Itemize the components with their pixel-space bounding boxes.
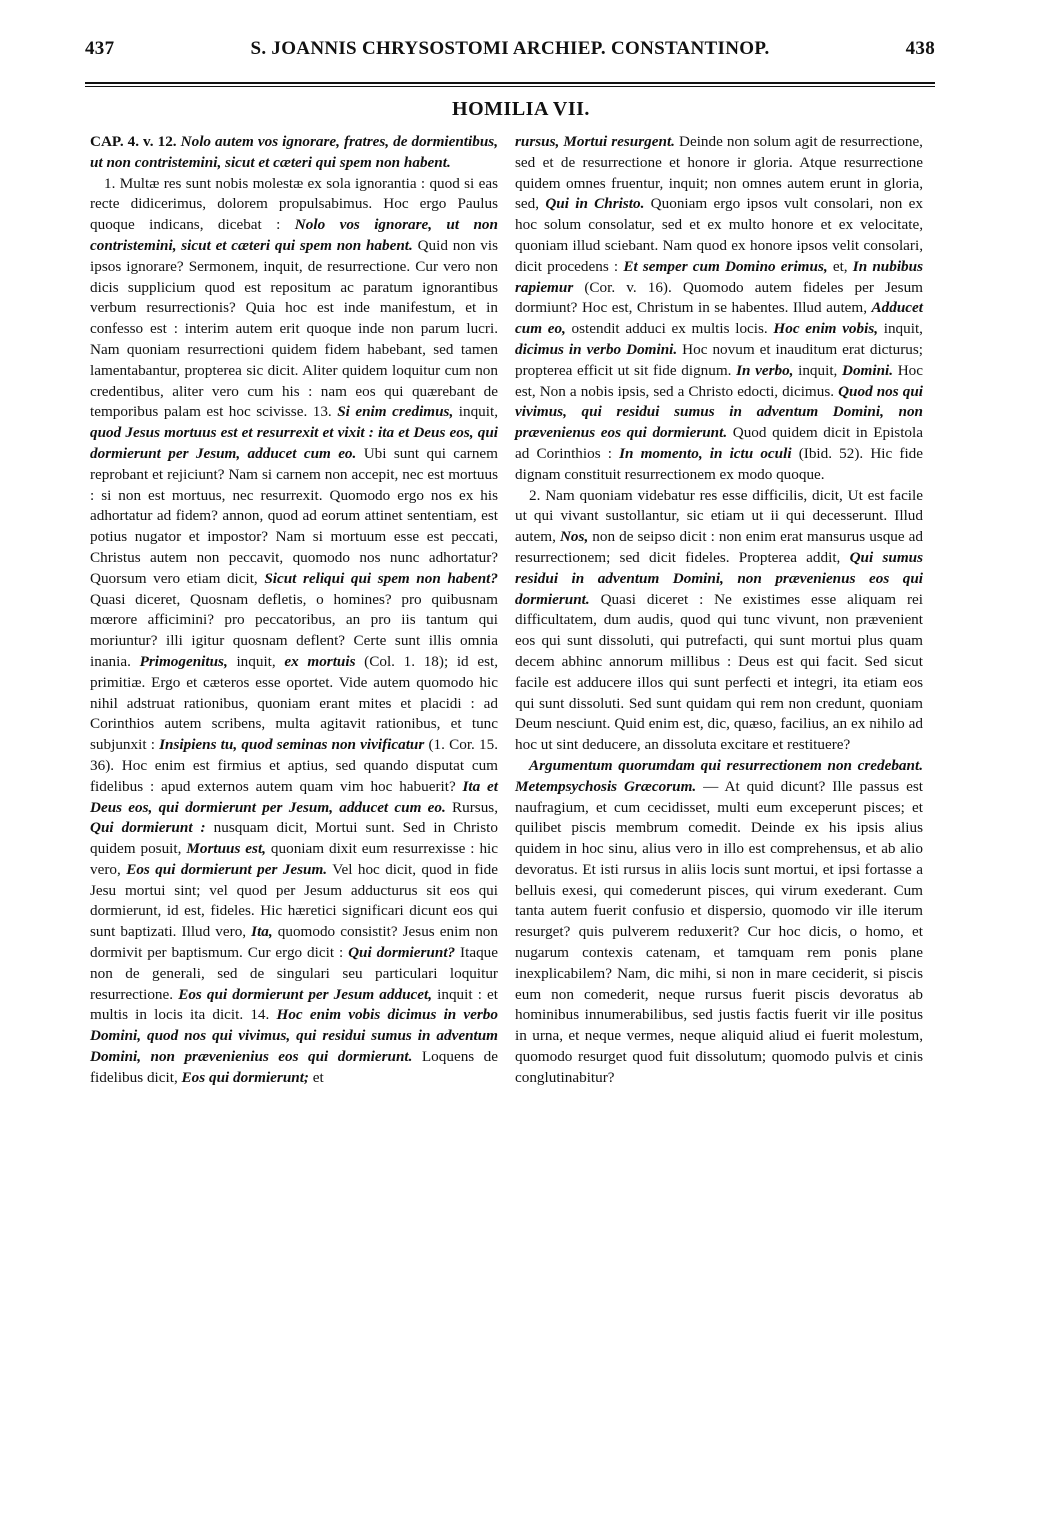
text-run: quomodo consistit? Jesus enim non dormivit per baptismum. Cur ergo dicit : bbox=[90, 923, 498, 962]
quote-run: Et semper cum Domino erimus, bbox=[623, 257, 828, 275]
quote-run: Mortuus est, bbox=[186, 840, 266, 858]
quote-run: In momento, in ictu oculi bbox=[619, 444, 792, 462]
paragraph-1 bbox=[90, 174, 498, 1089]
quote-run: Eos qui dormierunt per Jesum adducet, bbox=[178, 985, 433, 1003]
homily-title: HOMILIA VII. bbox=[452, 98, 590, 120]
argument-paragraph bbox=[515, 756, 923, 1089]
text-run: (1. Cor. 15. 36). Hoc enim est firmius et aptius, sed quando disputat cum fidelibus : apud externos autem quam vim hoc habuerit? bbox=[90, 736, 498, 795]
text-run: — At quid dicunt? Ille passus est naufragium, et cum cecidisset, multi eum exceperunt pisces; et quilibet piscis membrum comedit. Deinde ex his ipsis alius quidem in hoc sinu, alius vero in illo est comprehensus, et ab alio devoratus. Et isti rursus in aliis locis sunt mortui, et ipsi fortasse a belluis exesi, qui comederunt pisces, qui virum exederant. Cum tanta autem fuerit confusio et dispersio, quomodo vir ille iterum resurget? quis pulverem reduxerit? Cur hoc dicis, o homo, et nugarum contexis catenam, et tamquam rem ponis plane inexplicabilem? Nam, dic mihi, si non in mare ceciderit, si piscis eum non comederit, neque rursus fuerit piscis devoratus ab hominibus innumerabilibus, sed justis factis fuerit vir ille positus in urna, et neque vermes, neque aliquid aliud ei fuerit molestum, quomodo resurget quod fuit dissolutum; quomodo pulvis et cinis conglutinabitur? bbox=[515, 777, 923, 1086]
running-title: S. JOANNIS CHRYSOSTOMI ARCHIEP. CONSTANTINOP. bbox=[250, 38, 770, 59]
text-run: nusquam dicit, Mortui sunt. Sed in Christo quidem posuit, bbox=[90, 819, 498, 858]
text-run: Hoc novum et inauditum erat dicturus; propterea efficit ut sit fide dignum. bbox=[515, 340, 923, 379]
text-run: 2. Nam quoniam videbatur res esse difficilis, dicit, Ut est facile ut qui vivant sustollantur, sic etiam ut ii qui decesserunt. Illud autem, bbox=[515, 486, 923, 546]
text-run: Itaque non de generali, sed de singulari seu particulari loquitur resurrectione. bbox=[90, 944, 498, 1003]
quote-run: ex mortuis bbox=[284, 652, 356, 670]
quote-run: Quod nos qui vivimus, qui residui sumus in adventum Domini, non prævenienus eos qui dormierunt. bbox=[515, 382, 923, 442]
text-run: et bbox=[309, 1068, 324, 1086]
text-run: et, bbox=[827, 257, 853, 275]
quote-run: In verbo, bbox=[736, 361, 794, 379]
quote-run: Qui dormierunt : bbox=[90, 819, 206, 837]
quote-run: Eos qui dormierunt per Jesum. bbox=[126, 860, 328, 878]
right-column bbox=[515, 132, 923, 1089]
quote-run: Nos, bbox=[559, 528, 589, 546]
section-heading: Argumentum quorumdam qui resurrectionem non credebant. Metempsychosis Græcorum. bbox=[515, 756, 923, 795]
text-run: 1. Multæ res sunt nobis molestæ ex sola ignorantia : quod si eas recte didicerimus, dolorem propulsabimus. Hoc ergo Paulus quoque indicans, dicebat : bbox=[90, 174, 498, 234]
running-head bbox=[85, 38, 935, 68]
quote-run: In nubibus rapiemur bbox=[515, 257, 924, 296]
quote-run: Primogenitus, bbox=[139, 652, 228, 670]
text-run: Deinde non solum agit de resurrectione, sed et de resurrectione et honore ir gloria. Atque resurrectione quidem omnes fruentur, inquit; non omnes autem erunt in gloria, sed, bbox=[515, 133, 923, 213]
text-run: Ubi sunt qui carnem reprobant et rejiciunt? Nam si carnem non accepit, nec est mortuus : si non est mortuus, nec resurrexit. Quomodo ergo nos ex his adhortatur ad fidem? annon, quod ad eorum attinet sententiam, est potius nugator et impostor? Nam si mortuum esse est peccati, Christus autem non peccavit, quomodo nos nunc adhortatur? Quorsum vero etiam dicit, bbox=[90, 444, 498, 587]
chapter-verse-ref: CAP. 4. v. 12. bbox=[90, 133, 177, 150]
quote-run: Si enim credimus, bbox=[337, 403, 454, 421]
text-run: inquit : et multis in locis ita dicit. 14. bbox=[90, 985, 498, 1024]
quote-run: Hoc enim vobis dicimus in verbo Domini, quod nos qui vivimus, qui residui sumus in adventum Domini, non prævenienius eos qui dormierunt. bbox=[90, 1006, 498, 1066]
text-run: inquit, bbox=[227, 652, 285, 670]
quote-run: Sicut reliqui qui spem non habent? bbox=[264, 569, 498, 587]
header-rule bbox=[85, 82, 935, 87]
text-run: ostendit adduci ex multis locis. bbox=[565, 320, 774, 338]
text-run: inquit, bbox=[793, 361, 842, 379]
quote-run: Domini. bbox=[842, 361, 894, 379]
lemma-text: Nolo autem vos ignorare, fratres, de dormientibus, ut non contristemini, sicut et cæteri qui spem non habent. bbox=[90, 133, 498, 171]
quote-run: Hoc enim vobis, bbox=[773, 320, 879, 338]
text-run: Hoc est, Non a nobis ipsis, sed a Christo edocti, dicimus. bbox=[515, 361, 923, 400]
text-run: quoniam dixit eum resurrexisse : hic vero, bbox=[90, 840, 499, 878]
left-column bbox=[90, 132, 498, 1089]
quote-run: Insipiens tu, quod seminas non vivificatur bbox=[159, 736, 425, 754]
paragraph-2 bbox=[515, 486, 923, 756]
text-run: Loquens de fidelibus dicit, bbox=[90, 1048, 498, 1086]
quote-run: Ita et Deus eos, qui dormierunt per Jesum, adducet cum eo. bbox=[90, 777, 499, 816]
page-number-right: 438 bbox=[905, 38, 935, 59]
scripture-lemma bbox=[90, 132, 498, 174]
quote-run: quod Jesus mortuus est et resurrexit et vixit : ita et Deus eos, qui dormierunt per Jesum, adducet cum eo. bbox=[90, 424, 498, 462]
quote-run: rursus, Mortui resurgent. bbox=[515, 133, 675, 150]
text-run: Quid non vis ipsos ignorare? Sermonem, inquit, de resurrectione. Cur vero non dicis supplicium quod est repositum ac paratum ignorantibus verbum resurrectionis? Quia hoc est inde manifestum, et in confesso est : interim autem erit quoque inde non parum lucri. Nam quoniam resurrectioni quidem fidem habebant, sed tamen lamentabantur, propterea sic dicit. Aliter quidem loquitur cum non credentibus, aliter vero cum his : nam eos qui quærebant de temporibus palam est hoc scivisse. 13. bbox=[90, 236, 498, 421]
quote-run: Qui sumus residui in adventum Domini, non prævenienus eos qui dormierunt. bbox=[515, 548, 923, 608]
quote-run: Eos qui dormierunt; bbox=[181, 1068, 309, 1086]
text-run: (Ibid. 52). Hic fide dignam constituit resurrectionem ex modo quoque. bbox=[515, 444, 924, 483]
text-run: non de seipso dicit : non enim erat mansurus usque ad resurrectionem; sed dicit fideles. Propterea addit, bbox=[515, 528, 924, 566]
quote-run: Qui dormierunt? bbox=[348, 944, 456, 962]
paragraph-continued bbox=[515, 132, 923, 486]
quote-run: Ita, bbox=[251, 923, 273, 941]
quote-run: dicimus in verbo Domini. bbox=[515, 340, 678, 358]
text-run: Rursus, bbox=[445, 798, 498, 816]
text-run: Vel hoc dicit, quod in fide Jesu mortui sint; vel quod per Jesum adducturus sit eos qui dormierunt, id est, fideles. Hic hæretici significari dicunt eos qui sunt baptizati. Illud vero, bbox=[90, 860, 498, 941]
quote-run: Adducet cum eo, bbox=[515, 299, 923, 338]
text-run: Quasi diceret : Ne existimes esse aliquam rei difficultatem, dum audis, quod qui tunc vivunt, non prævenient eos qui sunt dissoluti, qui putrefacti, qui sunt mortui plus quam decem abhinc annorum millibus : Deus est qui facit. Sed sicut facile est adducere illos qui sunt perfecti et integri, ita etiam eos qui sunt dissoluti. Sed sunt quidam qui rem non credunt, quoniam Deum nesciunt. Quid enim est, dic, quæso, facilius, an ex nihilo ad hoc ut sint deducere, an dissoluta excitare et restituere? bbox=[515, 590, 923, 754]
text-run: inquit, bbox=[878, 320, 923, 338]
page-number-left: 437 bbox=[85, 38, 115, 59]
text-run: Quasi diceret, Quosnam defletis, o homines? pro quibusnam mœrore afficimini? pro peccatoribus, an pro iis tantum qui moriuntur? illi igitur quosnam deflent? Certe sunt illis omnia inania. bbox=[90, 590, 498, 670]
text-run: Quoniam ergo ipsos vult consolari, non ex hoc solum consolatur, sed et ex multo honore et ex velocitate, quoniam illud sciebant. Nam quod ex honore ipsos velit consolari, dicit procedens : bbox=[515, 195, 924, 275]
quote-run: Qui in Christo. bbox=[545, 195, 645, 213]
text-run: inquit, bbox=[453, 403, 498, 421]
quote-run: Nolo vos ignorare, ut non contristemini, sicut et cæteri qui spem non habent. bbox=[90, 216, 498, 254]
text-run: (Col. 1. 18); id est, primitiæ. Ergo et cæteros esse oportet. Vide autem quomodo hic nihil adstruat rationibus, quoniam erant mites et placidi : ad Corinthios autem scribens, multa agitavit rationibus, et tunc subjunxit : bbox=[90, 652, 498, 754]
text-run: Quod quidem dicit in Epistola ad Corinthios : bbox=[515, 424, 923, 462]
text-run: (Cor. v. 16). Quomodo autem fideles per Jesum dormiunt? Hoc est, Christum in se habentes. Illud autem, bbox=[515, 278, 923, 317]
